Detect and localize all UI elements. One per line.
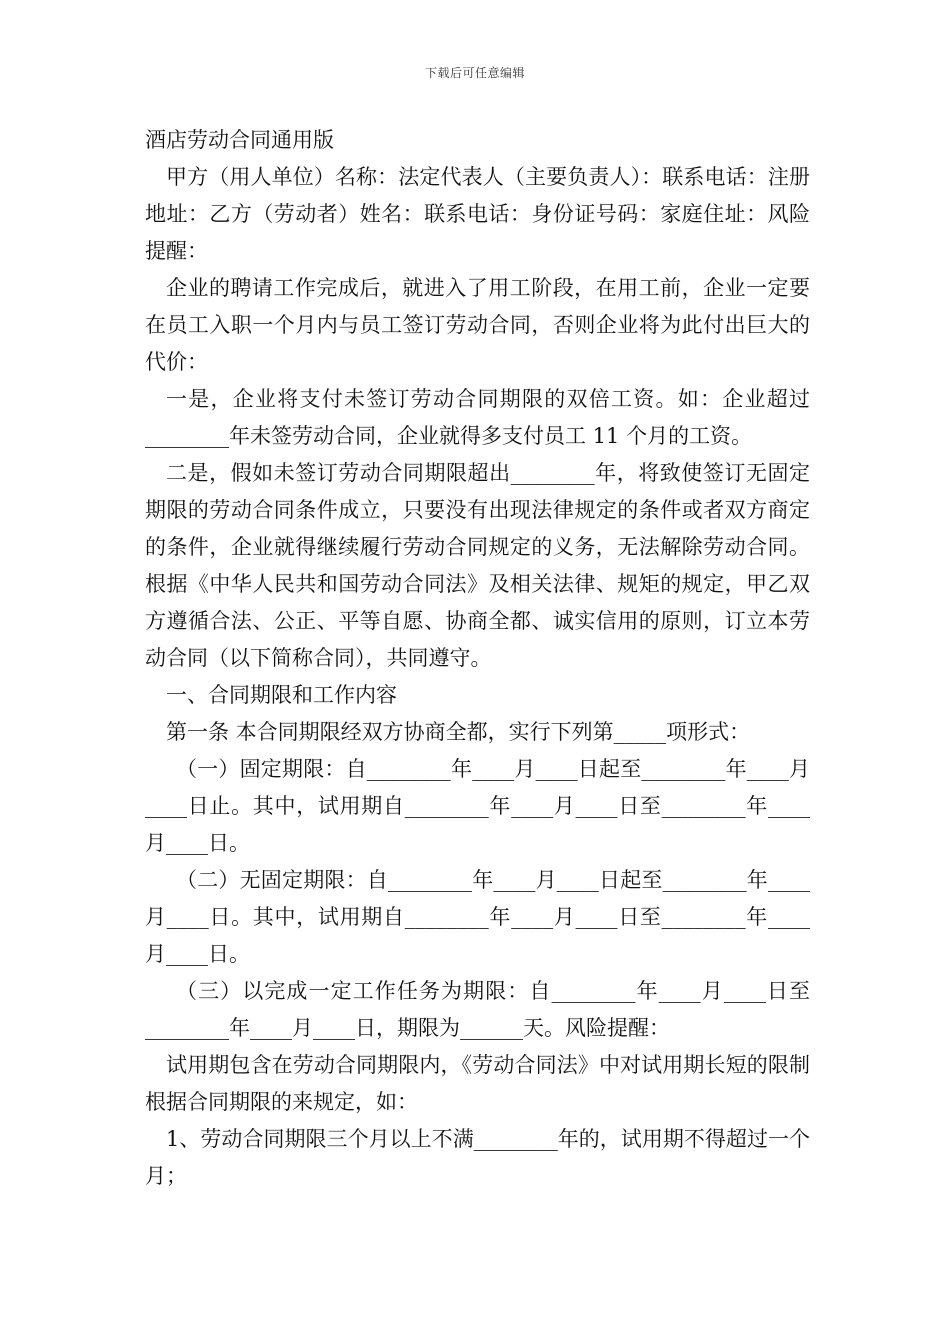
paragraph-intro: 企业的聘请工作完成后，就进入了用工阶段，在用工前，企业一定要在员工入职一个月内与员工签订劳动合同，否则企业将为此付出巨大的代价：: [145, 276, 810, 374]
article-one: 第一条 本合同期限经双方协商全都，实行下列第_____项形式：: [166, 720, 751, 744]
paragraph-probation-note: 试用期包含在劳动合同期限内，《劳动合同法》中对试用期长短的限制根据合同期限的来规定，如：: [145, 1053, 810, 1114]
document-title: 酒店劳动合同通用版: [145, 128, 334, 152]
list-item-probation-1: 1、劳动合同期限三个月以上不满________年的，试用期不得超过一个月；: [145, 1127, 810, 1188]
paragraph-point-one: 一是，企业将支付未签订劳动合同期限的双倍工资。如：企业超过________年未签劳动合同，企业就得多支付员工 11 个月的工资。: [145, 387, 810, 448]
clause-open-term: （二）无固定期限：自________年____月____日起至________年____月____日。其中，试用期自________年____月____日至________年____月____日。: [145, 868, 810, 966]
clause-task-term: （三）以完成一定工作任务为期限：自________年____月____日至________年____月____日，期限为______天。风险提醒：: [145, 979, 810, 1040]
clause-fixed-term: （一）固定期限：自________年____月____日起至________年____月____日止。其中，试用期自________年____月____日至________年____月____日。: [145, 757, 810, 855]
section-heading-term: 一、合同期限和工作内容: [166, 683, 397, 707]
paragraph-point-two: 二是，假如未签订劳动合同期限超出________年，将致使签订无固定期限的劳动合同条件成立，只要没有出现法律规定的条件或者双方商定的条件，企业就得继续履行劳动合同规定的义务，无法解除劳动合同。 根据《中华人民共和国劳动合同法》及相关法律、规矩的规定，甲乙双方遵循合法、公正、平等自愿、协商全都、诚实信用的原则，订立本劳动合同（以下简称合同），共同遵守。: [145, 461, 810, 670]
page-header: 下载后可任意编辑: [424, 66, 525, 80]
document-body: [145, 122, 810, 1195]
paragraph-parties: 甲方（用人单位）名称：法定代表人（主要负责人）：联系电话：注册地址：乙方（劳动者）姓名：联系电话：身份证号码：家庭住址：风险提醒：: [145, 165, 810, 263]
